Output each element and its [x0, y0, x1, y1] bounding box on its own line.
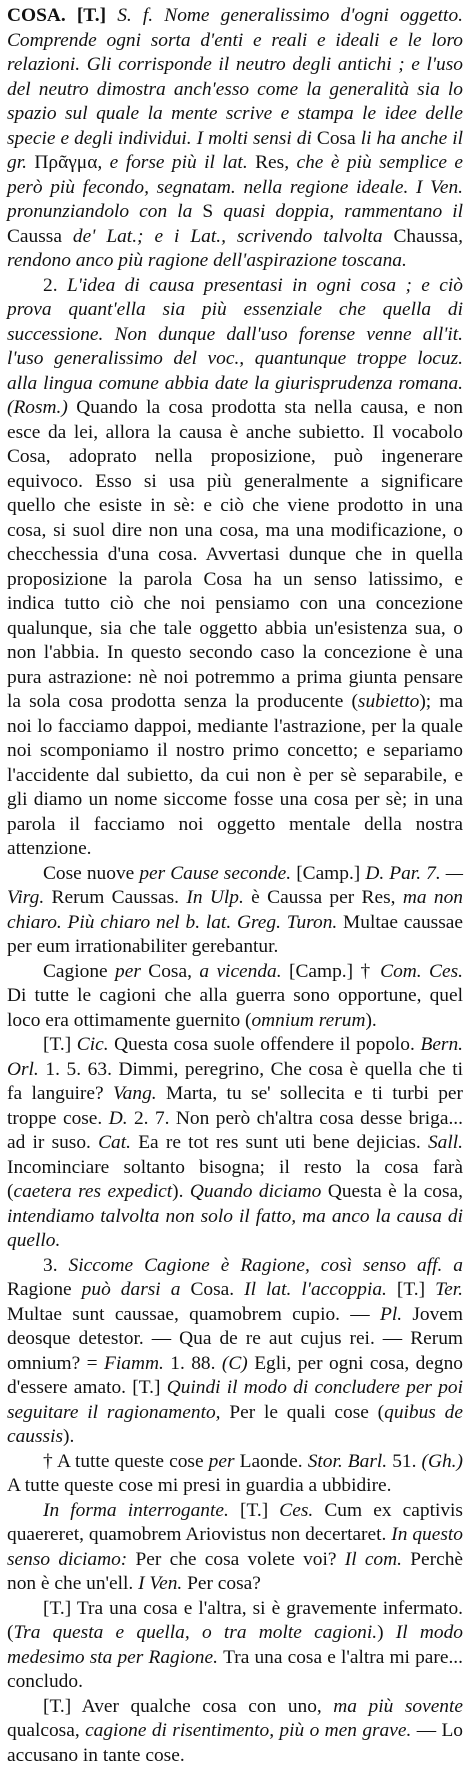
text-run: ) [377, 1622, 396, 1643]
text-run: Questa cosa suole offendere il popolo. [114, 1034, 420, 1055]
text-run: Fiamm. [104, 1353, 170, 1374]
text-run: In Ulp. [186, 887, 251, 908]
text-run: Laonde. [240, 1451, 308, 1472]
text-run: Il modo medesimo sta per Ragione. [7, 1622, 463, 1668]
text-run: Sall. [428, 1132, 463, 1153]
text-run: Marta, tu se' sollecita e ti turbi per troppe cose. [7, 1083, 463, 1129]
text-run: Cosa. [190, 1279, 244, 1300]
entry-paragraph [7, 1597, 463, 1695]
text-run: caetera res expedict [13, 1181, 172, 1202]
text-run: I Ven. [138, 1573, 187, 1594]
text-run: 1. 5. 63. Dimmi, peregrino, Che cosa è quella che ti fa languire? [7, 1059, 463, 1105]
text-run: Quando la cosa prodotta sta nella causa, e non esce da lei, allora la causa è anche subietto. Il vocabolo Cosa, adoprato nella proposizione, può ingenerare equivoco. Esso si usa più generalmente a significare quello che esiste in sè: e ciò che viene prodotto in una cosa, si suol dire non una cosa, ma una modificazione, o checchessia d'una cosa. Avvertasi dunque che in quella proposizione la parola Cosa ha un senso latissimo, e indica tutto ciò che noi pensiamo con una concezione qualunque, sia che tale oggetto abbia un'esistenza sua, o non l'abbia. In questo secondo caso la concezione è una pura astrazione: nè noi potremmo a prima giunta pensare la sola cosa prodotta senza la producente ( [7, 397, 463, 712]
text-run: Incominciare soltanto bisogna; il resto la cosa farà ( [7, 1157, 463, 1203]
text-run: Tra una cosa e l'altra mi pare... concludo. [7, 1647, 463, 1693]
text-run: 3. [43, 1255, 69, 1276]
text-run: per [209, 1451, 240, 1472]
text-run: ma più sovente [333, 1696, 463, 1717]
text-run: de' Lat.; e i Lat., scrivendo talvolta [73, 226, 394, 247]
text-run: , e forse più il lat. [97, 152, 255, 173]
text-run: Tra una cosa e l'altra, si è gravemente infermato. ( [7, 1598, 463, 1644]
text-run: Perchè non è che un'ell. [7, 1549, 463, 1595]
text-run: COSA. [T.] [7, 5, 117, 26]
text-run: In questo senso diciamo: [7, 1524, 463, 1570]
text-run: — Lo accusano in tante cose. [7, 1720, 463, 1766]
text-run: [T.] [43, 1598, 77, 1619]
text-run: ). [365, 1010, 376, 1031]
text-run: ); ma noi lo facciamo dappoi, mediante l'astrazione, per la quale noi scomponiamo il nostro primo concetto; e separiamo l'accidente dal subietto, da cui non è per sè separabile, e gli diamo un nome siccome fosse una cosa per sè; in una parola il facciamo noi oggetto mentale della nostra attenzione. [7, 691, 463, 859]
text-run: Egli, per ogni cosa, degno d'essere amato. [T.] [7, 1353, 463, 1399]
entry-paragraph [7, 1695, 463, 1768]
text-run: Siccome Cagione è Ragione, così senso aff. a [69, 1255, 464, 1276]
text-run: Cum ex captivis quaereret, quamobrem Ariovistus non decertaret. [7, 1500, 463, 1546]
text-run: [Camp.] † [289, 961, 380, 982]
text-run: Questa è la cosa, [328, 1181, 463, 1202]
text-run: Di tutte le cagioni che alla guerra sono opportune, quel loco era ottimamente guernito ( [7, 985, 463, 1031]
text-run: Per le quali cose ( [229, 1402, 384, 1423]
text-run: D. [109, 1108, 134, 1129]
text-run: L'idea di causa presentasi in ogni cosa ; e ciò prova quant'ella sia più essenziale che quella di successione. Non dunque dall'uso forense venne all'it. l'uso generalissimo del voc., quantunque troppe locuz. alla lingua comune abbia date la giurisprudenza romana. (Rosm.) [7, 275, 463, 419]
text-run: (Gh.) [422, 1451, 463, 1472]
text-run: qualcosa, [7, 1720, 85, 1741]
entry-paragraph [7, 960, 463, 1034]
text-run: ma non chiaro. Più chiaro nel b. lat. Greg. Turon. [7, 887, 463, 933]
entry-paragraph [7, 862, 463, 960]
text-run: per [139, 863, 170, 884]
text-run: Quando diciamo [190, 1181, 328, 1202]
text-run: ). [63, 1426, 74, 1447]
text-run: Res [255, 152, 284, 173]
text-run: Jovem deosque detestor. — Qua de re aut cujus rei. — Rerum omnium? = [7, 1304, 463, 1374]
text-run: Per che cosa volete voi? [136, 1549, 345, 1570]
text-run: ). [172, 1181, 190, 1202]
text-run: li ha anche il gr. [7, 128, 463, 174]
text-run: [T.] [240, 1500, 279, 1521]
text-run: Πρᾶγμα [34, 152, 97, 173]
text-run: Stor. Barl. [308, 1451, 393, 1472]
text-run: Caussa [7, 226, 73, 247]
text-run: (C) [222, 1353, 254, 1374]
text-run: per [115, 961, 148, 982]
text-run: subietto [358, 691, 419, 712]
text-run: Ces. [279, 1500, 324, 1521]
text-run: [Camp.] [296, 863, 365, 884]
text-run: D. Par. 7. — Virg. [7, 863, 463, 909]
text-run: quibus de caussis [7, 1402, 463, 1448]
entry-paragraph [7, 1499, 463, 1597]
text-run: può darsi a [82, 1279, 191, 1300]
text-run: [T.] [397, 1279, 435, 1300]
text-run: 1. 88. [170, 1353, 222, 1374]
text-run: Multae sunt caussae, quamobrem cupio. — [7, 1304, 380, 1325]
text-run: 2. [43, 275, 67, 296]
text-run: Per cosa? [187, 1573, 261, 1594]
entry-paragraph [7, 1033, 463, 1254]
text-run: , rendono anco più ragione dell'aspirazione toscana. [7, 226, 463, 272]
text-run: intendiamo talvolta non solo il fatto, ma anco la causa di quello. [7, 1206, 463, 1252]
text-run: 2. 7. Non però ch'altra cosa desse briga... ad ir suso. [7, 1108, 463, 1154]
text-run: quasi doppia, rammentano il [223, 201, 463, 222]
text-run: omnium rerum [251, 1010, 365, 1031]
text-run: 51. [392, 1451, 421, 1472]
text-run: Ea re tot res sunt uti bene dejicias. [138, 1132, 428, 1153]
text-run: Multae caussae per eum irrationabiliter gerebantur. [7, 912, 463, 958]
text-run: Cose nuove [43, 863, 139, 884]
text-run: Quindi il modo di concludere per poi seguitare il ragionamento, [7, 1377, 463, 1423]
text-run: Cat. [98, 1132, 138, 1153]
text-run: Cosa, [148, 961, 199, 982]
text-run: Cic. [77, 1034, 114, 1055]
text-run: Tra questa e quella, o tra molte cagioni. [13, 1622, 377, 1643]
text-run: a vicenda. [199, 961, 289, 982]
text-run: Ragione [7, 1279, 82, 1300]
text-run: Cosa [317, 128, 361, 149]
entry-paragraph [7, 274, 463, 862]
text-run: Il lat. l'accoppia. [244, 1279, 397, 1300]
text-run: A tutte queste cose mi presi in guardia a ubbidire. [7, 1475, 391, 1496]
text-run: Vang. [113, 1083, 166, 1104]
text-run: Pl. [380, 1304, 412, 1325]
text-run: Com. Ces. [380, 961, 463, 982]
text-run: S [202, 201, 223, 222]
text-run: † A tutte queste cose [43, 1451, 209, 1472]
text-run: [T.] Aver qualche cosa con uno, [43, 1696, 333, 1717]
text-run: Bern. Orl. [7, 1034, 463, 1080]
text-run: , che è più semplice e però più fecondo, segnatam. nella regione ideale. I Ven. pronunziandolo con la [7, 152, 463, 222]
text-run: Rerum Caussas. [52, 887, 187, 908]
text-run: Cause seconde. [170, 863, 296, 884]
text-run: Ter. [435, 1279, 463, 1300]
entry-paragraph [7, 1450, 463, 1499]
text-run: cagione di risentimento, più o men grave. [85, 1720, 417, 1741]
entry-paragraph [7, 1254, 463, 1450]
text-run: Il com. [345, 1549, 411, 1570]
text-run: S. f. Nome generalissimo d'ogni oggetto. Comprende ogni sorta d'enti e reali e ideali e le loro relazioni. Gli corrisponde il neutro degli antichi ; e l'uso del neutro dimostra anch'esso come la generalità sia lo spazio sul quale la mente scrive e stampa le idee delle specie e degli individui. I molti sensi di [7, 5, 463, 149]
text-run: Chaussa [393, 226, 458, 247]
text-run: Cagione [43, 961, 115, 982]
text-run: In forma interrogante. [43, 1500, 240, 1521]
entry-paragraph [7, 4, 463, 274]
text-run: è Caussa per Res, [251, 887, 403, 908]
text-run: [T.] [43, 1034, 77, 1055]
